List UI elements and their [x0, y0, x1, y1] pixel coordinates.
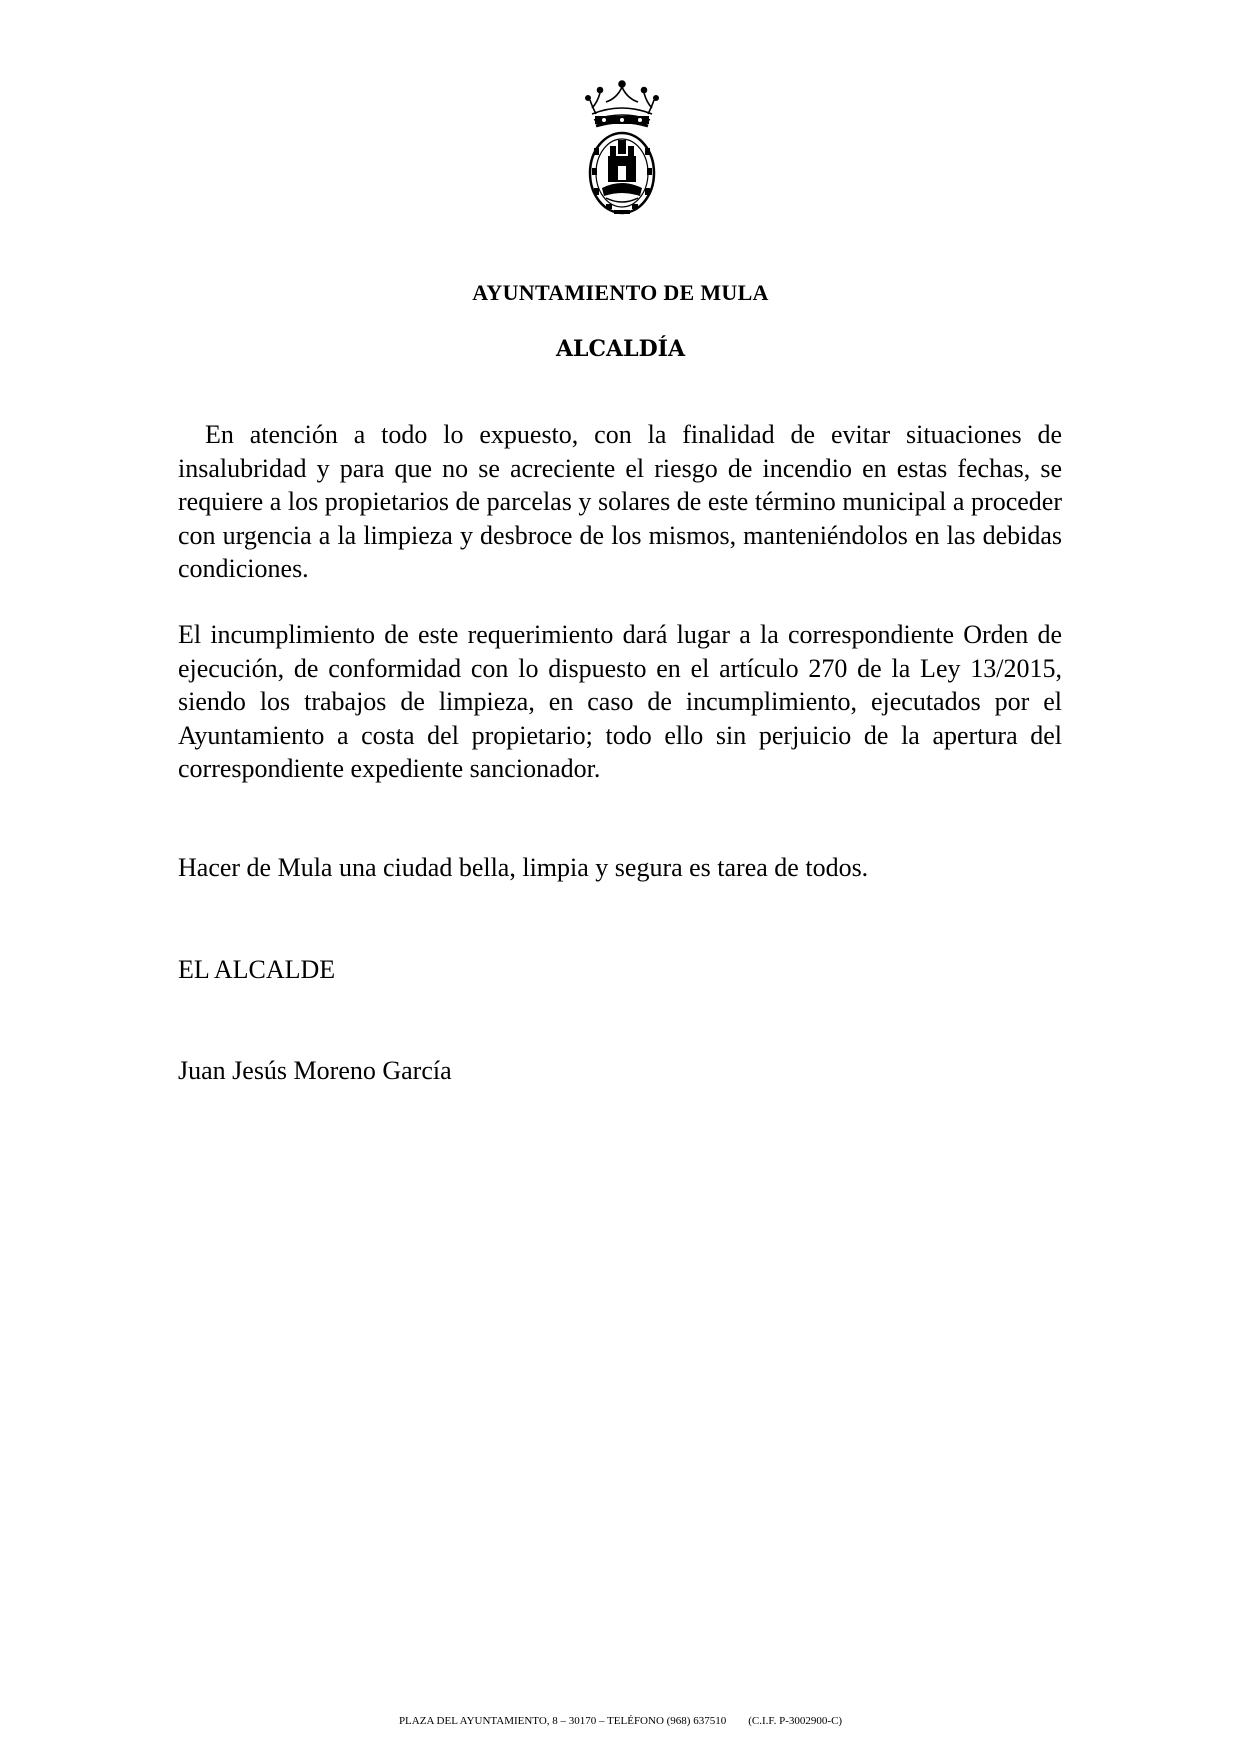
signature-title: EL ALCALDE	[178, 955, 336, 984]
signatory-name: Juan Jesús Moreno García	[178, 1056, 452, 1085]
organization-heading: AYUNTAMIENTO DE MULA	[472, 280, 769, 305]
footer-address: PLAZA DEL AYUNTAMIENTO, 8 – 30170 – TELÉFONO (968) 637510	[398, 1715, 727, 1727]
office-heading: ALCALDÍA	[555, 336, 686, 362]
footer	[0, 1715, 1241, 1727]
footer-cif: (C.I.F. P-3002900-C)	[748, 1715, 843, 1727]
body-paragraph-1: En atención a todo lo expuesto, con la finalidad de evitar situaciones de insalubridad y para que no se acreciente el riesgo de incendio en estas fechas, se requiere a los propietarios de parcelas y solares de este término municipal a proceder con urgencia a la limpieza y desbroce de los mismos, manteniéndolos en las debidas condiciones.	[178, 420, 1062, 583]
body-paragraph-2: El incumplimiento de este requerimiento dará lugar a la correspondiente Orden de ejecución, de conformidad con lo dispuesto en el artículo 270 de la Ley 13/2015, siendo los trabajos de limpieza, en caso de incumplimiento, ejecutados por el Ayuntamiento a costa del propietario; todo ello sin perjuicio de la apertura del correspondiente expediente sancionador.	[178, 620, 1062, 783]
body-paragraph-3: Hacer de Mula una ciudad bella, limpia y segura es tarea de todos.	[178, 853, 869, 882]
coat-of-arms-icon	[582, 78, 662, 218]
